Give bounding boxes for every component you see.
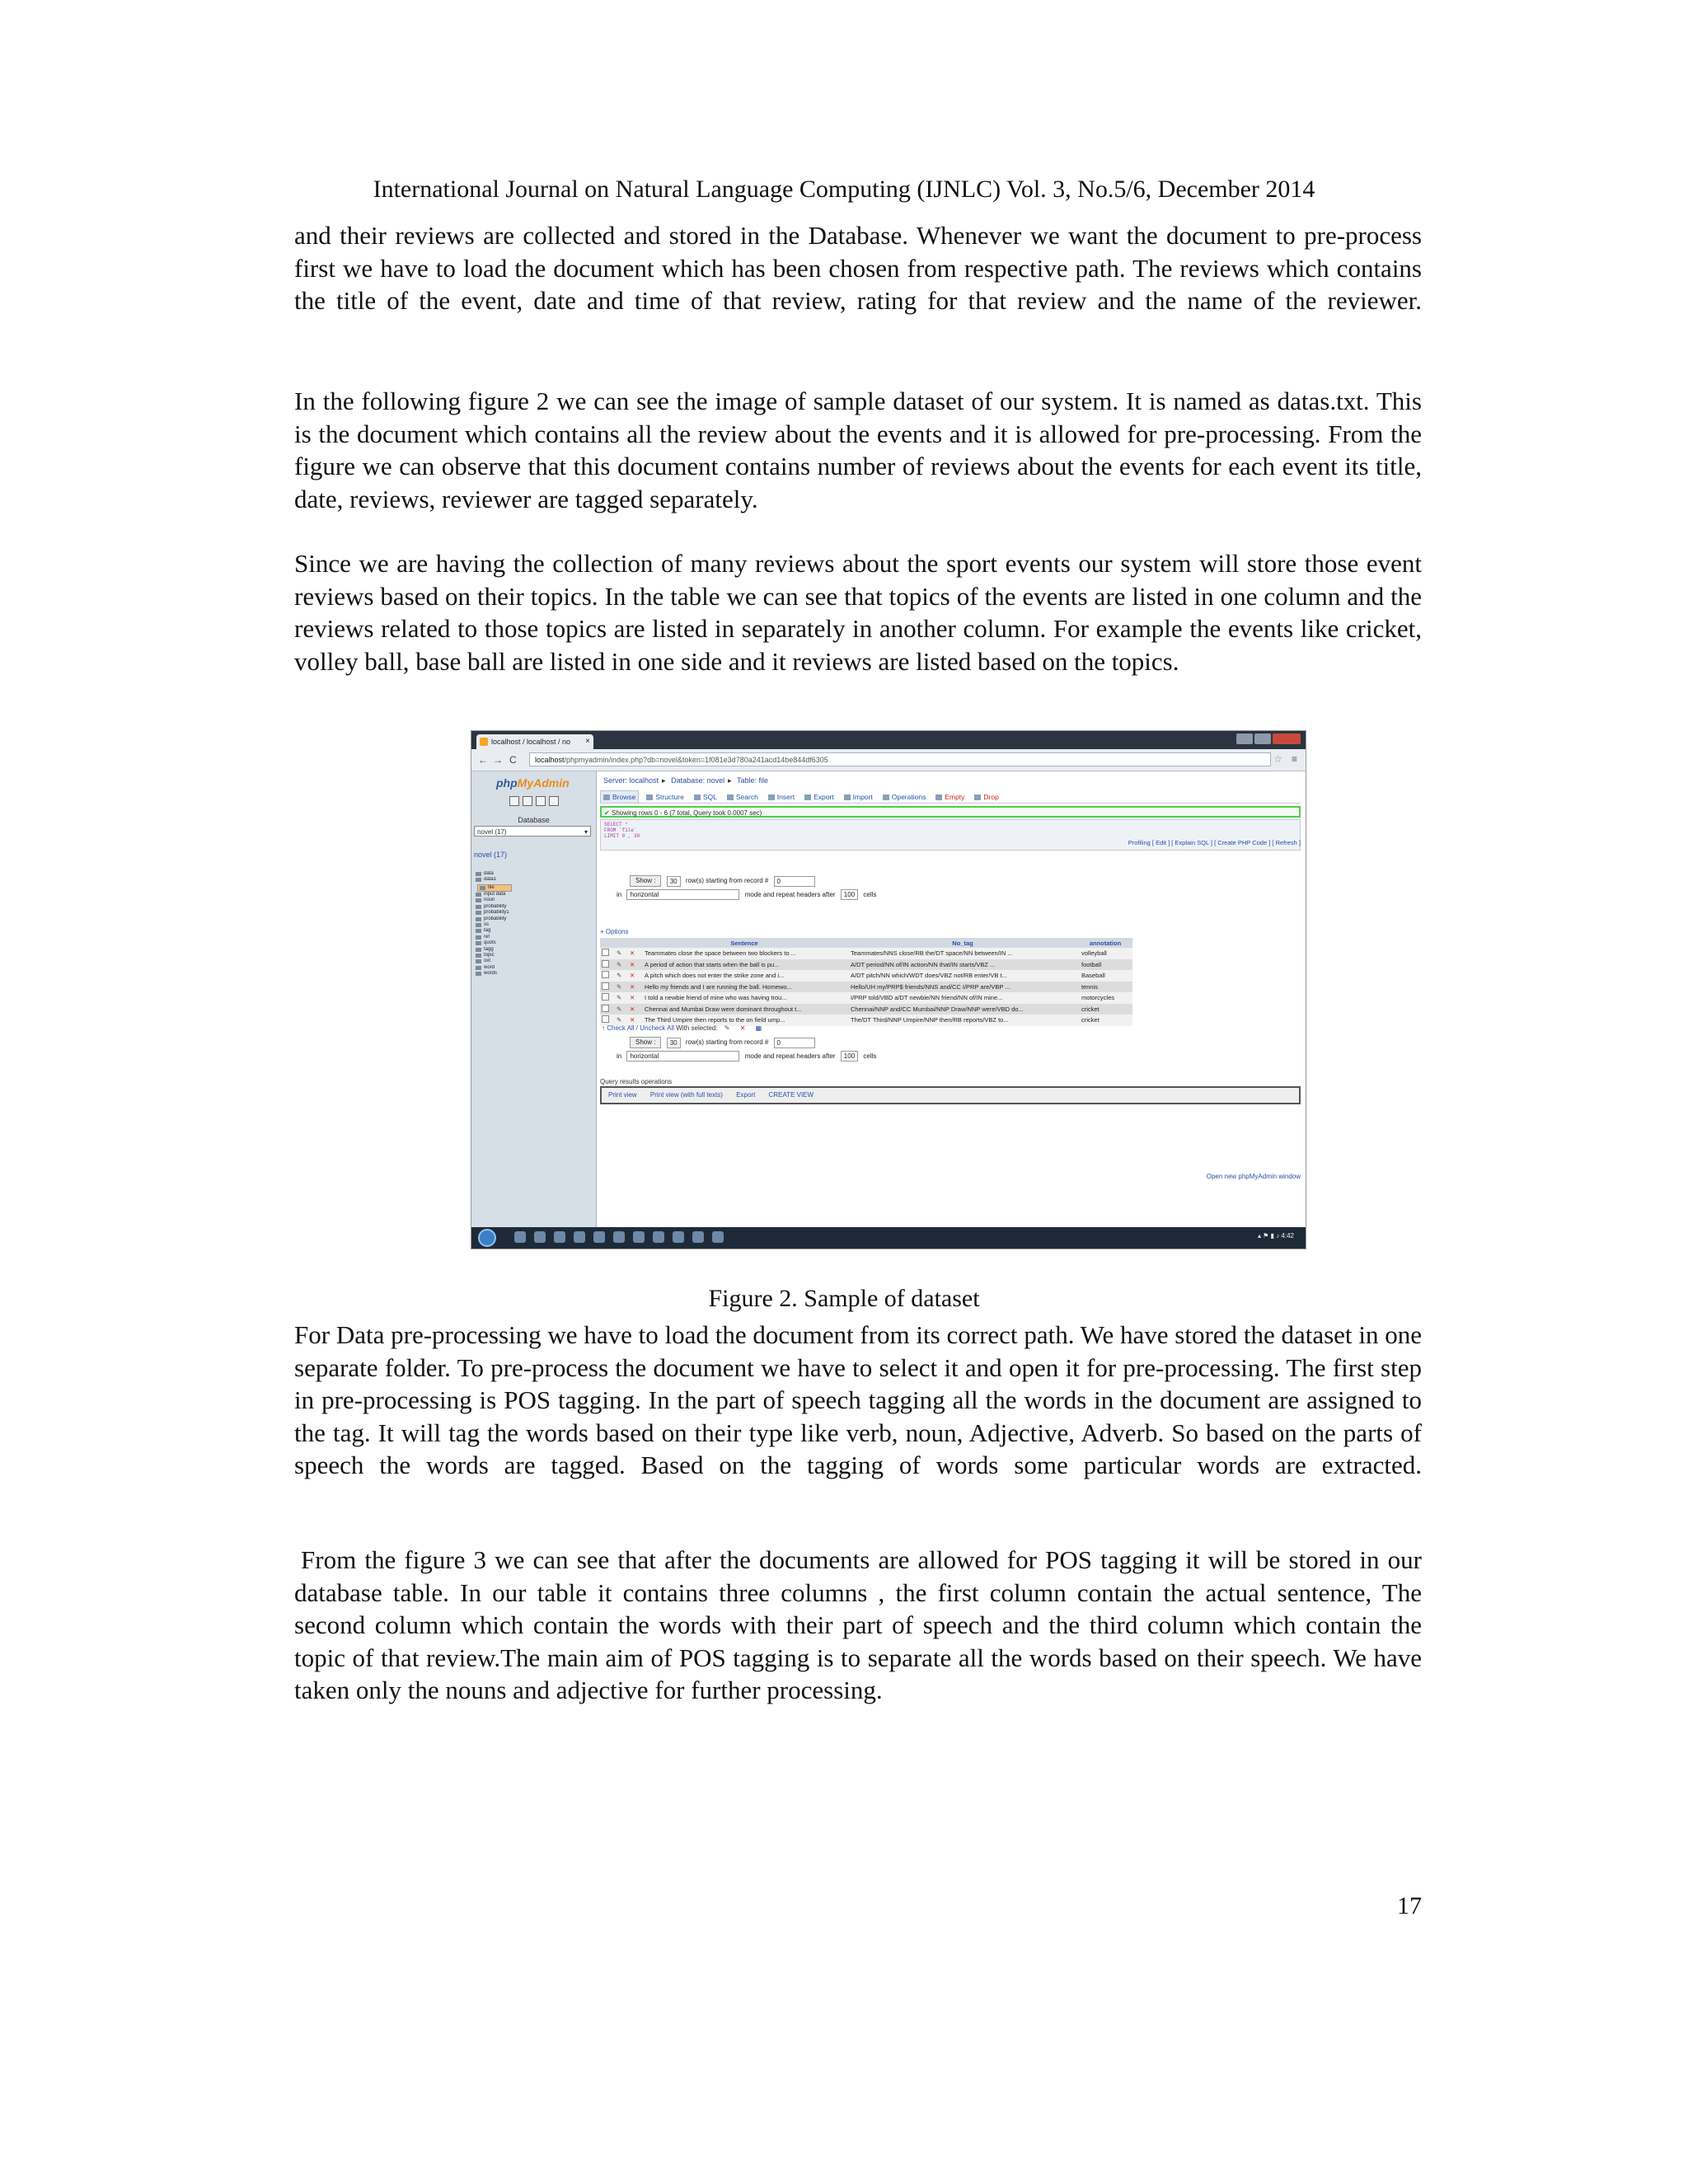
nav-controls-bottom: Show : 30 row(s) starting from record # 0 <box>630 1037 818 1048</box>
edit-icon[interactable]: ✎ <box>615 959 628 971</box>
media-icon[interactable] <box>554 1231 565 1243</box>
show-button-bottom[interactable]: Show : <box>630 1037 661 1048</box>
url-input[interactable]: localhost/phpmyadmin/index.php?db=novel&token=1f081e3d780a241acd14be844df6305 <box>529 752 1271 766</box>
crumb-server[interactable]: Server: localhost <box>603 776 659 785</box>
table-row <box>600 959 1132 971</box>
cell-annotation: tennis <box>1078 982 1132 993</box>
sidebar-table-item[interactable]: word <box>474 965 594 971</box>
cell-no-tag: A/DT pitch/NN which/WDT does/VBZ not/RB enter/VB t... <box>847 970 1078 982</box>
export-selected-icon[interactable]: ▦ <box>755 1024 762 1032</box>
explorer-icon[interactable] <box>534 1231 546 1243</box>
create-view-link[interactable]: CREATE VIEW <box>768 1091 814 1099</box>
ie-icon[interactable] <box>514 1231 526 1243</box>
tab-import[interactable]: Import <box>842 791 875 803</box>
sql-query-icon[interactable] <box>536 796 546 806</box>
delete-icon[interactable]: ✕ <box>628 970 641 982</box>
row-checkbox[interactable] <box>600 1004 615 1015</box>
app-icon[interactable] <box>712 1231 724 1243</box>
options-link[interactable]: + Options <box>600 928 629 935</box>
nav-controls-top: Show : 30 row(s) starting from record # 0 <box>630 875 818 887</box>
sidebar-table-item[interactable]: data1 <box>474 877 594 883</box>
cell-annotation: volleyball <box>1078 948 1132 959</box>
pma-main <box>597 771 1306 1227</box>
query-success-message: ✔ Showing rows 0 - 6 (7 total, Query took 0.0007 sec) <box>600 806 1301 818</box>
sidebar-table-item[interactable]: probability <box>474 904 594 910</box>
print-view-link[interactable]: Print view <box>608 1091 637 1099</box>
col-no-tag[interactable]: No_tag <box>847 938 1078 948</box>
system-tray: ▴ ⚑ ▮ ♪ 4:42 <box>1257 1232 1294 1240</box>
paragraph-5: From the figure 3 we can see that after the documents are allowed for POS tagging it will be stored in our database table. In our table it contains three columns , the first column contain the actual sentence, The second column which contain the words with their part of speech and the third column which contain the topic of that review.The main aim of POS tagging is to separate all the words based on their speech. We have taken only the nouns and adjective for further processing. <box>294 1545 1422 1705</box>
app-icon[interactable] <box>673 1231 684 1243</box>
delete-selected-icon[interactable]: ✕ <box>739 1024 746 1032</box>
cell-no-tag: Hello/UH my/PRP$ friends/NNS and/CC I/PRP are/VBP ... <box>847 982 1078 993</box>
browser-tab[interactable] <box>476 734 593 749</box>
row-checkbox[interactable] <box>600 948 615 959</box>
delete-icon[interactable]: ✕ <box>628 959 641 971</box>
tab-structure[interactable]: Structure <box>644 791 687 803</box>
sidebar-table-item[interactable]: ref <box>474 935 594 940</box>
col-annotation[interactable]: annotation <box>1078 938 1132 948</box>
chrome-icon[interactable] <box>613 1231 625 1243</box>
figure-screenshot <box>471 730 1306 1249</box>
col-sentence[interactable]: Sentence <box>641 938 847 948</box>
window-controls <box>1235 733 1301 745</box>
crumb-database[interactable]: Database: novel <box>671 776 725 785</box>
docs-icon[interactable] <box>549 796 559 806</box>
home-icon[interactable] <box>509 796 519 806</box>
cell-sentence: I told a newbie friend of mine who was having trou... <box>641 992 847 1004</box>
cell-sentence: A period of action that starts when the ball is pu... <box>641 959 847 971</box>
tab-operations[interactable]: Operations <box>880 791 929 803</box>
mode-controls-bottom: in horizontal mode and repeat headers after 100 cells <box>617 1052 877 1061</box>
headers-input[interactable]: 100 <box>841 889 858 900</box>
cell-no-tag: The/DT Third/NNP Umpire/NNP then/RB reports/VBZ to... <box>847 1015 1078 1026</box>
cell-annotation: Baseball <box>1078 970 1132 982</box>
rows-input[interactable]: 30 <box>667 876 681 887</box>
back-arrow-icon[interactable]: ← <box>478 754 488 766</box>
sidebar-table-item[interactable]: topic <box>474 953 594 958</box>
show-button[interactable]: Show : <box>630 875 661 887</box>
app-icon[interactable] <box>593 1231 605 1243</box>
breadcrumb: Server: localhost ▸ Database: novel ▸ Table: file <box>603 776 769 785</box>
rows-input-bottom[interactable]: 30 <box>667 1038 681 1048</box>
sidebar-table-item[interactable]: input data <box>474 892 594 898</box>
cell-no-tag: A/DT period/NN of/IN action/NN that/IN starts/VBZ ... <box>847 959 1078 971</box>
table-row <box>600 1004 1132 1015</box>
app-icon[interactable] <box>692 1231 704 1243</box>
start-record-input-bottom[interactable]: 0 <box>774 1038 815 1048</box>
cell-sentence: Teammates close the space between two blockers to ... <box>641 948 847 959</box>
paragraph-4: For Data pre-processing we have to load the document from its correct path. We have stored the dataset in one separate folder. To pre-process the document we have to select it and open it for pre-processing. The first step in pre-processing is POS tagging. In the part of speech tagging all the words in the document are assigned to the tag. It will tag the words based on their type like verb, noun, Adjective, Adverb. So based on the parts of speech the words are tagged. Based on the tagging of words some particular words are extracted. <box>294 1320 1422 1480</box>
sidebar-table-item[interactable]: probability1 <box>474 910 594 916</box>
row-checkbox[interactable] <box>600 982 615 993</box>
row-checkbox[interactable] <box>600 970 615 982</box>
edit-icon[interactable]: ✎ <box>615 992 628 1004</box>
pma-sidebar <box>471 771 597 1227</box>
sidebar-table-item[interactable]: oxt <box>474 958 594 964</box>
tab-empty[interactable]: Empty <box>933 791 967 803</box>
delete-icon[interactable]: ✕ <box>628 1004 641 1015</box>
pma-logo[interactable]: phpMyAdmin <box>496 776 570 790</box>
maximize-button[interactable] <box>1254 733 1271 744</box>
sidebar-table-item[interactable]: tagg <box>474 947 594 953</box>
sidebar-icon-row <box>509 796 562 808</box>
paragraph-1: and their reviews are collected and stored in the Database. Whenever we want the document to pre-process first we have to load the document which has been chosen from respective path. The reviews which contains the title of the event, date and time of that review, rating for that review and the name of the reviewer. <box>294 221 1422 316</box>
start-button[interactable] <box>478 1229 496 1247</box>
mode-select[interactable]: horizontal <box>626 889 739 900</box>
print-view-full-link[interactable]: Print view (with full texts) <box>649 1091 723 1099</box>
edit-icon[interactable]: ✎ <box>615 1015 628 1026</box>
sidebar-table-item[interactable]: words <box>474 971 594 977</box>
sidebar-table-item[interactable]: file <box>477 884 512 892</box>
headers-input-bottom[interactable]: 100 <box>841 1051 858 1062</box>
tab-export[interactable]: Export <box>802 791 837 803</box>
app-icon[interactable] <box>574 1231 585 1243</box>
cell-no-tag: Chennai/NNP and/CC Mumbai/NNP Draw/NNP were/VBD do... <box>847 1004 1078 1015</box>
table-row <box>600 982 1132 993</box>
profiling-links[interactable]: Profiling [ Edit ] [ Explain SQL ] [ Create PHP Code ] [ Refresh ] <box>1128 839 1301 846</box>
cell-annotation: football <box>1078 959 1132 971</box>
new-window-link[interactable]: Open new phpMyAdmin window <box>1206 1173 1301 1180</box>
cell-no-tag: Teammates/NNS close/RB the/DT space/NN between/IN ... <box>847 948 1078 959</box>
check-all-row: ↑ Check All / Uncheck All With selected: ✎ ✕ ▦ <box>602 1024 762 1032</box>
tab-insert[interactable]: Insert <box>766 791 797 803</box>
row-checkbox[interactable] <box>600 959 615 971</box>
edit-icon[interactable]: ✎ <box>615 1004 628 1015</box>
edit-icon[interactable]: ✎ <box>615 982 628 993</box>
menu-icon[interactable]: ≡ <box>1291 753 1297 765</box>
mode-select-bottom[interactable]: horizontal <box>626 1051 739 1062</box>
cell-annotation: cricket <box>1078 1015 1132 1026</box>
sql-query-box: SELECT * FROM `file` LIMIT 0 , 30 <box>600 819 1301 851</box>
pma-tabs <box>600 790 1301 804</box>
tab-sql[interactable]: SQL <box>692 791 720 803</box>
taskbar-apps <box>514 1231 732 1244</box>
close-window-button[interactable] <box>1273 733 1301 744</box>
table-row <box>600 970 1132 982</box>
export-link[interactable]: Export <box>736 1091 756 1099</box>
edit-selected-icon[interactable]: ✎ <box>724 1024 730 1032</box>
app-icon[interactable] <box>633 1231 645 1243</box>
table-row <box>600 992 1132 1004</box>
close-tab-icon[interactable]: × <box>585 737 590 746</box>
page-number: 17 <box>1397 1892 1422 1919</box>
table-list <box>474 871 594 977</box>
delete-icon[interactable]: ✕ <box>628 982 641 993</box>
reload-icon[interactable]: C <box>509 754 517 766</box>
bookmark-star-icon[interactable]: ☆ <box>1273 753 1282 765</box>
edit-icon[interactable]: ✎ <box>615 948 628 959</box>
browser-tab-title: localhost / localhost / no <box>491 738 571 746</box>
sidebar-table-item[interactable]: quots <box>474 940 594 946</box>
delete-icon[interactable]: ✕ <box>628 992 641 1004</box>
crumb-table[interactable]: Table: file <box>737 776 769 785</box>
sidebar-table-item[interactable]: tag <box>474 928 594 934</box>
cell-sentence: Hello my friends and I are running the ball. Homewo... <box>641 982 847 993</box>
start-record-input[interactable]: 0 <box>774 876 815 887</box>
cell-sentence: A pitch which does not enter the strike zone and i... <box>641 970 847 982</box>
paragraph-3: Since we are having the collection of many reviews about the sport events our system will store those event reviews based on their topics. In the table we can see that topics of the events are listed in one column and the reviews related to those topics are listed in separately in another column. For example the events like cricket, volley ball, base ball are listed in one side and it reviews are listed based on the topics. <box>294 549 1422 676</box>
mode-controls-top: in horizontal mode and repeat headers after 100 cells <box>617 891 877 899</box>
sidebar-table-item[interactable]: data <box>474 871 594 877</box>
forward-arrow-icon[interactable]: → <box>493 754 503 766</box>
clock: 4:42 <box>1281 1232 1294 1240</box>
tab-search[interactable]: Search <box>724 791 761 803</box>
logout-icon[interactable] <box>523 796 532 806</box>
figure-caption: Figure 2. Sample of dataset <box>708 1285 980 1312</box>
windows-taskbar <box>471 1227 1306 1249</box>
delete-icon[interactable]: ✕ <box>628 1015 641 1026</box>
paragraph-2: In the following figure 2 we can see the image of sample dataset of our system. It is named as datas.txt. This is the document which contains all the review about the events and it is allowed for pre-processing. From the figure we can observe that this document contains number of reviews about the events for each event its title, date, reviews, reviewer are tagged separately. <box>294 387 1422 513</box>
browser-tab-bar <box>471 731 1306 749</box>
check-all-link[interactable]: Check All / Uncheck All <box>607 1024 675 1032</box>
tab-drop[interactable]: Drop <box>972 791 1001 803</box>
cell-annotation: motorcycles <box>1078 992 1132 1004</box>
edit-icon[interactable]: ✎ <box>615 970 628 982</box>
minimize-button[interactable] <box>1236 733 1253 744</box>
row-checkbox[interactable] <box>600 992 615 1004</box>
query-results-operations: Query results operations Print view Print view (with full texts) Export CREATE VIEW <box>600 1078 1301 1108</box>
results-table <box>600 938 1132 1026</box>
delete-icon[interactable]: ✕ <box>628 948 641 959</box>
table-row <box>600 948 1132 959</box>
cell-no-tag: I/PRP told/VBD a/DT newbie/NN friend/NN of/IN mine... <box>847 992 1078 1004</box>
favicon-icon <box>480 738 488 746</box>
database-select[interactable]: novel (17) ▾ <box>474 826 591 837</box>
sidebar-table-item[interactable]: noun <box>474 898 594 903</box>
cell-sentence: Chennai and Mumbai Draw were dominant throughout t... <box>641 1004 847 1015</box>
database-label: Database <box>518 816 550 824</box>
sidebar-table-item[interactable]: ss <box>474 922 594 928</box>
cell-sentence: The Third Umpire then reports to the on field ump... <box>641 1015 847 1026</box>
database-link[interactable]: novel (17) <box>474 851 508 859</box>
sidebar-table-item[interactable]: probability <box>474 916 594 922</box>
tab-browse[interactable]: Browse <box>600 790 639 803</box>
cell-annotation: cricket <box>1078 1004 1132 1015</box>
app-icon[interactable] <box>653 1231 664 1243</box>
address-bar <box>471 749 1306 771</box>
running-header: International Journal on Natural Language Computing (IJNLC) Vol. 3, No.5/6, December 2014 <box>373 176 1315 203</box>
